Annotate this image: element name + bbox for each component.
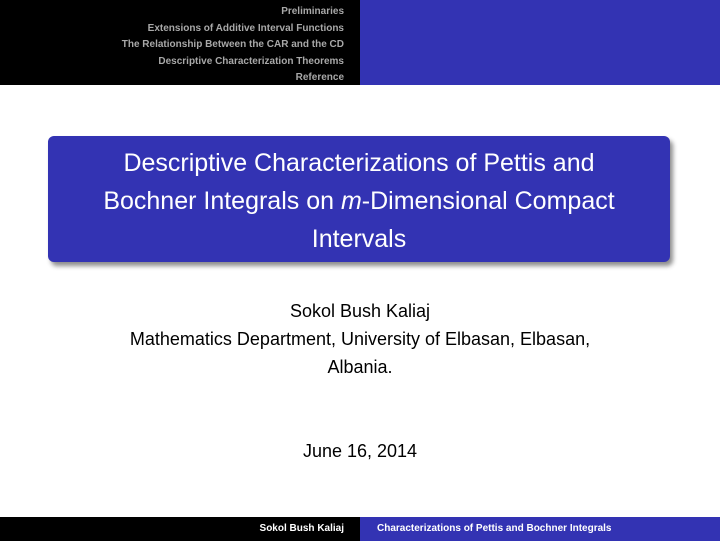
footer-author: Sokol Bush Kaliaj bbox=[0, 517, 360, 541]
section-nav bbox=[0, 0, 360, 85]
author-name: Sokol Bush Kaliaj bbox=[289, 301, 431, 321]
header-right-panel bbox=[360, 0, 720, 85]
nav-item-reference[interactable]: Reference bbox=[295, 72, 344, 83]
nav-item-extensions[interactable]: Extensions of Additive Interval Functions bbox=[147, 22, 344, 34]
author-block bbox=[0, 297, 720, 381]
title-line-2-pre: Bochner Integrals on bbox=[103, 187, 341, 215]
nav-item-preliminaries[interactable]: Preliminaries bbox=[281, 6, 344, 17]
title-line-1: Descriptive Characterizations of Pettis and bbox=[123, 149, 595, 177]
nav-item-relationship[interactable]: The Relationship Between the CAR and the CD bbox=[121, 39, 344, 50]
title-block bbox=[48, 136, 670, 262]
nav-item-theorems[interactable]: Descriptive Characterization Theorems bbox=[158, 55, 344, 67]
affiliation-line-2: Albania. bbox=[327, 357, 393, 377]
slide-title bbox=[103, 144, 614, 258]
affiliation-line-1: Mathematics Department, University of Elbasan, Elbasan, bbox=[129, 329, 591, 349]
footer-short-title: Characterizations of Pettis and Bochner Integrals bbox=[360, 517, 720, 541]
title-line-3: Intervals bbox=[311, 225, 407, 253]
title-line-2-post: -Dimensional Compact bbox=[361, 187, 615, 215]
presentation-date: June 16, 2014 bbox=[302, 441, 418, 461]
title-italic-m: m bbox=[340, 187, 362, 215]
footer bbox=[0, 517, 720, 541]
header-navigation bbox=[0, 0, 720, 85]
